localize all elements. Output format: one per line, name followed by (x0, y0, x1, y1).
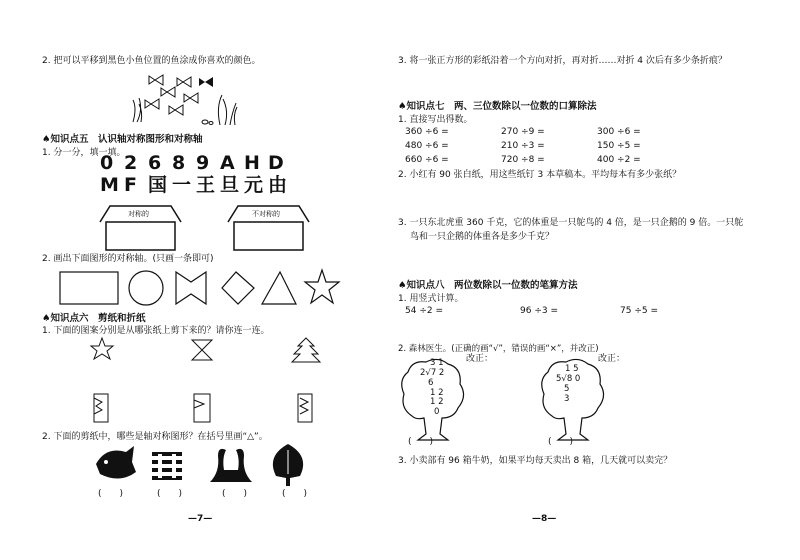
tree2-dividend: 5√8 0 (556, 374, 581, 384)
star-shape (305, 270, 339, 303)
symbol-char: H (244, 152, 260, 174)
tree1-step4: 0 (434, 407, 440, 417)
calc-item: 480 ÷6 = (405, 141, 449, 151)
symmetry-question: 2. 下面的剪纸中，哪些是轴对称图形？在括号里画“△”。 (42, 432, 268, 442)
bowtie-shape (176, 272, 206, 304)
tree1-step2: 1 2 (430, 388, 444, 398)
tree2-quotient: 1 5 (565, 364, 579, 374)
calc-item: 400 ÷2 = (597, 155, 641, 165)
vertical-item: 75 ÷5 = (620, 306, 658, 316)
symbol-char: 9 (196, 152, 210, 174)
tree1-dividend: 2√7 2 (420, 368, 445, 378)
vertical-item: 96 ÷3 = (520, 306, 558, 316)
calc-item: 300 ÷6 = (597, 127, 641, 137)
section-six-heading: ♠知识点六 剪纸和折纸 (42, 313, 146, 324)
symbol-char: 由 (268, 174, 288, 196)
symbol-char: D (268, 152, 284, 174)
fish-papercut (96, 446, 136, 479)
milk-question: 3. 小卖部有 96 箱牛奶，如果平均每天卖出 8 箱，几天就可以卖完？ (398, 456, 673, 466)
cut-question: 1. 下面的图案分别是从哪张纸上剪下来的？请你连一连。 (42, 326, 270, 336)
vertical-question: 1. 用竖式计算。 (398, 294, 464, 304)
tree1-quotient: 3 1 (430, 358, 444, 368)
house-symmetric-label: 对称的 (128, 210, 149, 218)
paren-3[interactable]: ( ) (222, 489, 248, 499)
symbol-char: 0 (100, 152, 114, 174)
symbol-char: 国 (148, 174, 168, 196)
symbol-row-2 (100, 174, 292, 196)
symbol-char: M (100, 174, 119, 196)
tree1-step3: 1 2 (430, 397, 444, 407)
vertical-item: 54 ÷2 = (405, 306, 443, 316)
paren-1[interactable]: ( ) (98, 489, 124, 499)
cut-patterns (88, 336, 328, 426)
calc-item: 270 ÷9 = (501, 127, 545, 137)
fish-question: 2. 把可以平移到黑色小鱼位置的鱼涂成你喜欢的颜色。 (42, 56, 261, 66)
symbol-char: 旦 (220, 174, 240, 196)
tiger-question-line1: 3. 一只东北虎重 360 千克，它的体重是一只鸵鸟的 4 倍，是一只企鹅的 9 倍。一只鸵 (398, 218, 744, 228)
calc-item: 150 ÷5 = (597, 141, 641, 151)
symbol-char: 元 (244, 174, 264, 196)
symbol-char: F (124, 174, 137, 196)
axis-question: 2. 画出下面图形的对称轴。(只画一条即可) (42, 254, 214, 264)
fish-illustration (125, 70, 255, 130)
paper-question: 2. 小红有 90 张白纸，用这些纸钉 3 本草稿本。平均每本有多少张纸？ (398, 170, 682, 180)
paren-tree-2[interactable]: ( ) (548, 437, 574, 447)
paren-4[interactable]: ( ) (282, 489, 308, 499)
calc-item: 360 ÷6 = (405, 127, 449, 137)
paren-tree-1[interactable]: ( ) (408, 437, 434, 447)
section-five-heading: ♠知识点五 认识轴对称图形和对称轴 (42, 134, 203, 145)
tree2-step2: 3 (564, 394, 570, 404)
symbol-row-1 (100, 152, 292, 174)
symbol-char: 2 (124, 152, 138, 174)
calc-item: 660 ÷6 = (405, 155, 449, 165)
symbol-char: 6 (148, 152, 162, 174)
symbol-char: 8 (172, 152, 186, 174)
circle-shape (129, 271, 163, 305)
tiger-question-line2: 鸟和一只企鹅的体重各是多少千克？ (410, 232, 555, 242)
tree2-step1: 5 (564, 384, 570, 394)
page-number-right: —8— (532, 514, 557, 524)
page-number-left: —7— (188, 514, 213, 524)
triangle-shape (262, 272, 296, 304)
symbol-char: A (220, 152, 235, 174)
fix-label-1[interactable]: 改正： (466, 354, 494, 364)
kite-shape (222, 272, 254, 304)
house-asymmetric-label: 不对称的 (252, 210, 280, 218)
section-eight-heading: ♠知识点八 两位数除以一位数的笔算方法 (398, 280, 578, 291)
calc-item: 720 ÷8 = (501, 155, 545, 165)
fix-label-2[interactable]: 改正： (598, 354, 626, 364)
symbol-char: 王 (196, 174, 216, 196)
symbol-char: 一 (172, 174, 192, 196)
paren-2[interactable]: ( ) (157, 489, 183, 499)
papercut-images (92, 442, 312, 488)
swan-papercut (210, 449, 252, 482)
direct-question: 1. 直接写出得数。 (398, 115, 473, 125)
sort-question: 1. 分一分，填一填。 (42, 148, 126, 158)
fold-question: 3. 将一张正方形的彩纸沿着一个方向对折，再对折……对折 4 次后有多少条折痕？ (398, 56, 727, 66)
doctor-question: 2. 森林医生。(正确的画“√”，错误的画“×”，并改正) (398, 344, 599, 354)
calc-item: 210 ÷3 = (501, 141, 545, 151)
section-seven-heading: ♠知识点七 两、三位数除以一位数的口算除法 (398, 101, 597, 112)
axis-shapes (58, 268, 348, 308)
rectangle-shape (60, 272, 118, 304)
tree1-step1: 6 (428, 378, 434, 388)
